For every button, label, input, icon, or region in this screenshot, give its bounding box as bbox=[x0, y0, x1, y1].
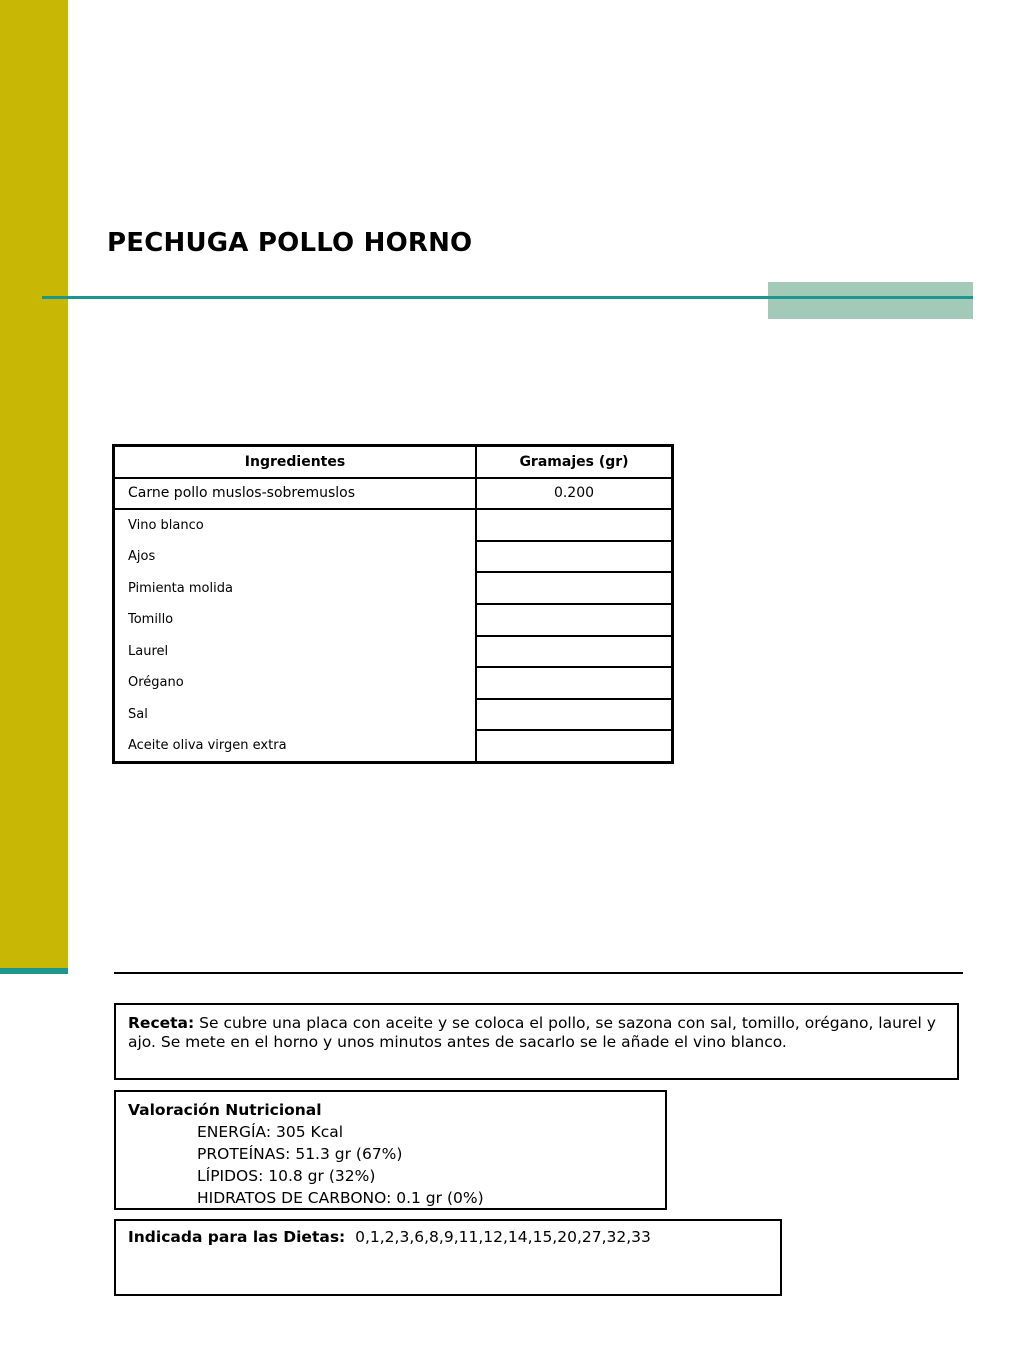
table-row bbox=[114, 730, 673, 762]
ingredient-amount bbox=[476, 699, 673, 731]
ingredient-amount bbox=[476, 541, 673, 573]
ingredient-amount bbox=[476, 604, 673, 636]
nutrition-heading: Valoración Nutricional bbox=[128, 1101, 322, 1119]
ingredient-name: Tomillo bbox=[128, 612, 174, 628]
ingredient-amount: 0.200 bbox=[476, 478, 673, 510]
recipe-label: Receta: bbox=[128, 1014, 195, 1032]
title-underline bbox=[42, 296, 973, 299]
recipe-box bbox=[114, 1003, 959, 1080]
recipe-text: Se cubre una placa con aceite y se coloca el pollo, se sazona con sal, tomillo, orégano, laurel y ajo. Se mete en el horno y unos minutos antes de sacarlo se le añade el vino blanco. bbox=[128, 1014, 936, 1051]
title-accent-block bbox=[768, 282, 973, 319]
ingredient-name: Sal bbox=[128, 707, 148, 723]
table-row bbox=[114, 541, 673, 573]
ingredient-name: Vino blanco bbox=[128, 517, 204, 533]
table-header-row bbox=[114, 446, 673, 478]
table-row bbox=[114, 667, 673, 699]
ingredient-name: Orégano bbox=[128, 675, 184, 691]
diets-box bbox=[114, 1219, 782, 1296]
table-row bbox=[114, 636, 673, 668]
ingredient-name: Ajos bbox=[128, 549, 156, 565]
table-row bbox=[114, 572, 673, 604]
table-row bbox=[114, 509, 673, 541]
nutrition-proteins: PROTEÍNAS: 51.3 gr (67%) bbox=[197, 1145, 403, 1163]
section-divider bbox=[114, 972, 963, 974]
diets-value: 0,1,2,3,6,8,9,11,12,14,15,20,27,32,33 bbox=[355, 1228, 651, 1246]
table-row bbox=[114, 699, 673, 731]
diets-label: Indicada para las Dietas: bbox=[128, 1228, 346, 1246]
nutrition-energy: ENERGÍA: 305 Kcal bbox=[197, 1123, 344, 1141]
ingredient-amount bbox=[476, 636, 673, 668]
ingredient-name: Pimienta molida bbox=[128, 580, 233, 596]
ingredient-name: Carne pollo muslos-sobremuslos bbox=[114, 478, 477, 510]
nutrition-box bbox=[114, 1090, 667, 1210]
table-row bbox=[114, 478, 673, 510]
nutrition-carbs: HIDRATOS DE CARBONO: 0.1 gr (0%) bbox=[197, 1189, 484, 1207]
ingredient-amount bbox=[476, 509, 673, 541]
sidebar-decor-foot bbox=[0, 968, 68, 974]
ingredient-name: Laurel bbox=[128, 643, 169, 659]
nutrition-lipids: LÍPIDOS: 10.8 gr (32%) bbox=[197, 1167, 376, 1185]
ingredient-amount bbox=[476, 667, 673, 699]
page-title: PECHUGA POLLO HORNO bbox=[107, 228, 473, 258]
ingredient-name: Aceite oliva virgen extra bbox=[128, 738, 287, 754]
ingredient-amount bbox=[476, 730, 673, 762]
ingredients-table bbox=[112, 444, 674, 764]
table-row bbox=[114, 604, 673, 636]
header-amount: Gramajes (gr) bbox=[476, 446, 673, 478]
ingredient-amount bbox=[476, 572, 673, 604]
sidebar-decor-bar bbox=[0, 0, 68, 968]
header-ingredient: Ingredientes bbox=[114, 446, 477, 478]
